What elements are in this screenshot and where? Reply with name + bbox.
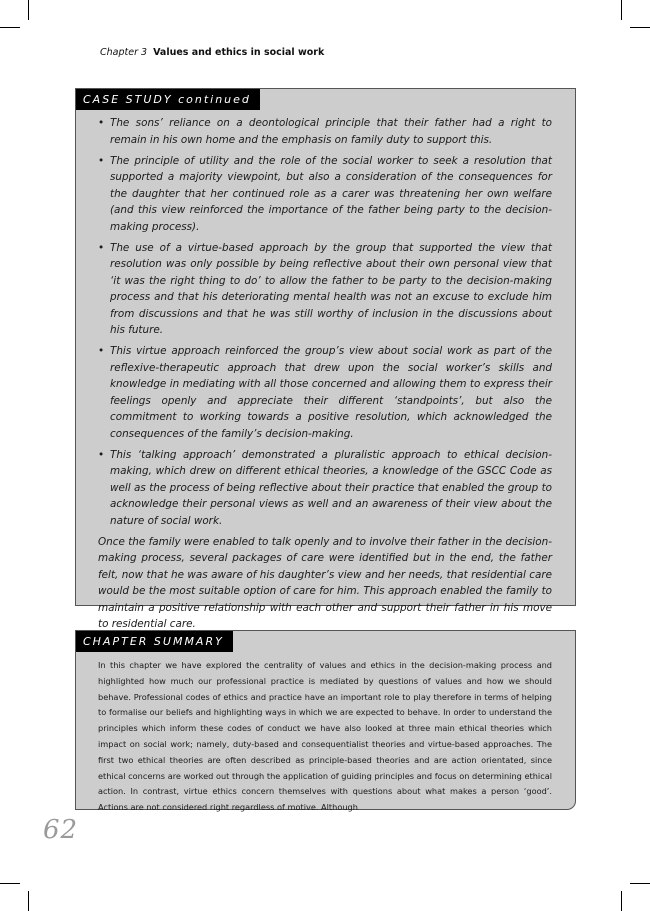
list-item — [98, 343, 552, 442]
case-study-box — [75, 88, 576, 630]
chapter-number: Chapter 3 — [100, 47, 148, 58]
crop-mark — [28, 0, 29, 20]
chapter-summary-box — [75, 630, 576, 813]
bullet-icon: • — [98, 154, 105, 167]
list-item-text: The use of a virtue-based approach by the group that supported the view that resolution was only possible by being reflective about their own personal view that ‘it was the right thing to do’ to allow the father to be party to the decision-making process and that his deteriorating mental health was not an excuse to exclude him from discussions and that he was still worthy of inclusion in the discussions about his future. — [110, 241, 552, 336]
crop-mark — [621, 891, 622, 911]
list-item — [98, 153, 552, 236]
chapter-summary-label: CHAPTER SUMMARY — [76, 631, 233, 652]
list-item — [98, 240, 552, 339]
bullet-icon: • — [98, 241, 105, 254]
case-study-list — [98, 115, 552, 529]
list-item-text: The sons’ reliance on a deontological principle that their father had a right to remain in his own home and the emphasis on family duty to support this. — [110, 117, 552, 146]
list-item-text: This virtue approach reinforced the group’s view about social work as part of the reflexive-therapeutic approach that drew upon the social worker’s skills and knowledge in mediating with all those concerned and allowing them to express their feelings openly and appreciate their different ‘standpoints’, but also the commitment to working towards a positive resolution, which acknowledged the consequences of the family’s decision-making. — [110, 345, 552, 440]
list-item — [98, 447, 552, 530]
bullet-icon: • — [98, 345, 105, 357]
chapter-title: Values and ethics in social work — [153, 47, 325, 58]
chapter-summary-text: In this chapter we have explored the centrality of values and ethics in the decision-making process and highlighted how much our professional practice is mediated by questions of values and how we should behave. Professional codes of ethics and practice have an important role to play therefore in terms of helping to formalise our beliefs and highlighting ways in which we are expected to behave. In order to understand the principles which inform these codes of conduct we have also looked at three main ethical theories which impact on social work; namely, duty-based and consequentialist theories and virtue-based approaches. The first two ethical theories are often described as principle-based theories and are action orientated, since ethical concerns are worked out through the application of guiding principles and focus on determining ethical action. In contrast, virtue ethics concern themselves with questions about what makes a person ‘good’. Actions are not considered right regardless of motive. Although — [98, 660, 552, 813]
crop-mark — [630, 883, 650, 884]
list-item-text: This ‘talking approach’ demonstrated a pluralistic approach to ethical decision-making, which drew on different ethical theories, a knowledge of the GSCC Code as well as the process of being reflective about their practice that enabled the group to acknowledge their personal views as well and an awareness of their view about the nature of social work. — [110, 448, 552, 527]
case-study-body — [98, 115, 552, 633]
case-study-label: CASE STUDY continued — [76, 89, 260, 110]
list-item — [98, 115, 552, 148]
running-head — [100, 47, 324, 58]
crop-mark — [0, 883, 20, 884]
crop-mark — [28, 891, 29, 911]
case-study-conclusion: Once the family were enabled to talk openly and to involve their father in the decision-making process, several packages of care were identified but in the end, the father felt, now that he was aware of his daughter’s view and her needs, that residential care would be the most suitable option of care for him. This approach enabled the family to maintain a positive relationship with each other and support their father in his move to residential care. — [98, 535, 552, 630]
bullet-icon: • — [98, 117, 105, 129]
page-number: 62 — [43, 815, 79, 845]
crop-mark — [0, 27, 20, 28]
list-item-text: The principle of utility and the role of the social worker to seek a resolution that supported a majority viewpoint, but also a consideration of the consequences for the daughter that her continued role as a carer was threatening her own welfare (and this view reinforced the importance of the father being party to the decision-making process). — [110, 154, 552, 233]
bullet-icon: • — [98, 448, 105, 461]
crop-mark — [621, 0, 622, 20]
crop-mark — [630, 27, 650, 28]
